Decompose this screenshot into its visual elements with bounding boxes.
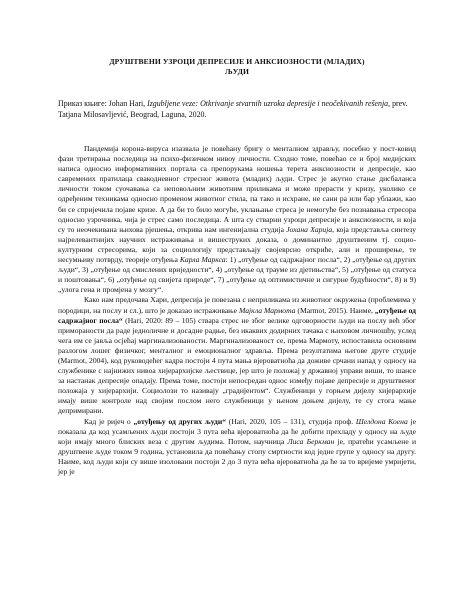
p2-text-c: (Hari, 2020: 89 – 105) ствара стрес не због велике одговорности људи на послу већ због примораности да раде једноличне и досадне радње, без икаквих додирних тачака с њиховом личношћу, услед чега им се јавља осјећај маргинализованости. Маргинализованост се, према Мармоту, испоставила основним разлогом лошег физичког, менталног и емоционалног здравља. Према резултатима његове друге студије (Marmot, 2004), код руководећег кадра постоји 4 пута мања вјероватноћа да доживе срчани напад у односу на службенике с најнижих нивоа хијерархијске љествице, јер што је положај у државној управи виши, то шансе за настанак депресије опадају. Према томе, постоји непосредан однос између појаве депресије и друштвеног положаја у хијерархији. Социолози то називају „градијентом“. Службеници у горњем дијелу хијерархије имају више контроле над својим послом него службеници у њеном доњем дијелу, те су стога мање депримирани. [58, 315, 416, 416]
p3-text-c: је показала да код усамљених људи постоји 3 пута већа вјероватноћа да ће добити прехладу у односу на људе који имају много блиских веза с другим људима. Потом, научница [58, 416, 416, 446]
p1-text-a: Пандемија корона-вируса изазвала је повећану бригу о менталном здрављу, посебно у пост-ковид фази третирања последица на психо-физичком нивоу личности. Сходно томе, повећао се и број медијских написа односно информативних портала са препорукама ношења терета анксиозности и депресије, као савремених пратилаца свакодневног стресног живота (младих) људи. Стрес је акутно стање дисбаланса личности током суочавања са неповољним животним приликама и може прерасти у кризу, уколико се одређеним техникама односно променом животног стила, па тако и исхране, не сани ра или бар ублажи, као би се спријечила појаве кризе. А да би то било могуће, уклањање стреса је немогуће без познавања стресора односно узрочника, чија је стрес само последица. А шта су стварни узроци депресије и анксиозности, и која су то неочекивана њихова рјешења, открива нам ингенијална студија [58, 144, 416, 234]
p3-koen-name: Шелдона Коена [355, 416, 408, 426]
p3-text-d: је, пратећи усамљене и друштвене људе током 9 година, установила да повећању стопу смртности код једне групе у односу на другу. Наиме, код људи који су више изоловани постоји 2 до 3 пута већа вјероватноћа да ће за то вријеме умријети, јер је [58, 436, 417, 476]
p1-text-c: : 1) „отуђење од садржајног посла“, 2) „отуђење од других људи“, 3) „отуђење од смислених вриједности“, 4) „отуђење од трауме из дјетињства“, 5) „отуђење од статуса и поштовања“, 6) „отуђење од свијета природе“, 7) „отуђење од оптимистичне и сигурне будућности“, 8) и 9) „улога гена и промјена у мозгу“. [58, 255, 417, 295]
p3-lisa-name: Лиса Беркман [287, 436, 335, 446]
p2-marmot-name: Мајкла Мармота [239, 305, 296, 315]
p3-bold-phrase: „отуђењу од других људи“ [133, 416, 227, 426]
paragraph-1 [58, 144, 416, 295]
review-prefix: Приказ књиге: Johan Hari, [58, 99, 148, 108]
book-title: Izgubljene veze: Otkrivanje stvarnih uzroka depresije i neočekivanih rešenja [147, 99, 389, 108]
title-line-2: ЉУДИ [225, 67, 249, 76]
p2-text-a: Како нам предочава Хари, депресија је повезана с неприликама из животног окружења (проблемима у породици, на послу и сл.), што је доказао истраживање [58, 295, 416, 315]
p1-text-b: , која представља синтезу најрелевантнијих научних истраживања и вишеструких доказа, о доминантно друштвеним тј. социо-културним стресорима, који за социологију представљају својеврсно откриће, али и проширење, те несумњиву потврду, теорије отуђења [58, 224, 417, 265]
p1-marx-name: Карла Маркса [179, 255, 226, 265]
p1-author-name: Јохана Харија [286, 224, 333, 234]
title-line-1: ДРУШТВЕНИ УЗРОЦИ ДЕПРЕСИЈЕ И АНКСИОЗНОСТИ (МЛАДИХ) [109, 57, 365, 66]
p2-text-b: (Marmot, 2015). Наиме, [295, 305, 375, 315]
review-suffix: , prev. Tatjana Milosavljević, Beograd, Laguna, 2020. [58, 99, 408, 119]
book-review-citation [58, 98, 416, 120]
p3-text-b: (Hari, 2020, 105 – 131), студија проф. [226, 416, 356, 426]
paragraph-3 [58, 417, 416, 478]
p2-bold-phrase: „отуђење од садржајног посла“ [58, 305, 417, 325]
paragraph-2 [58, 295, 416, 416]
p3-text-a: Кад је ријеч о [84, 416, 134, 426]
document-title [58, 57, 416, 77]
